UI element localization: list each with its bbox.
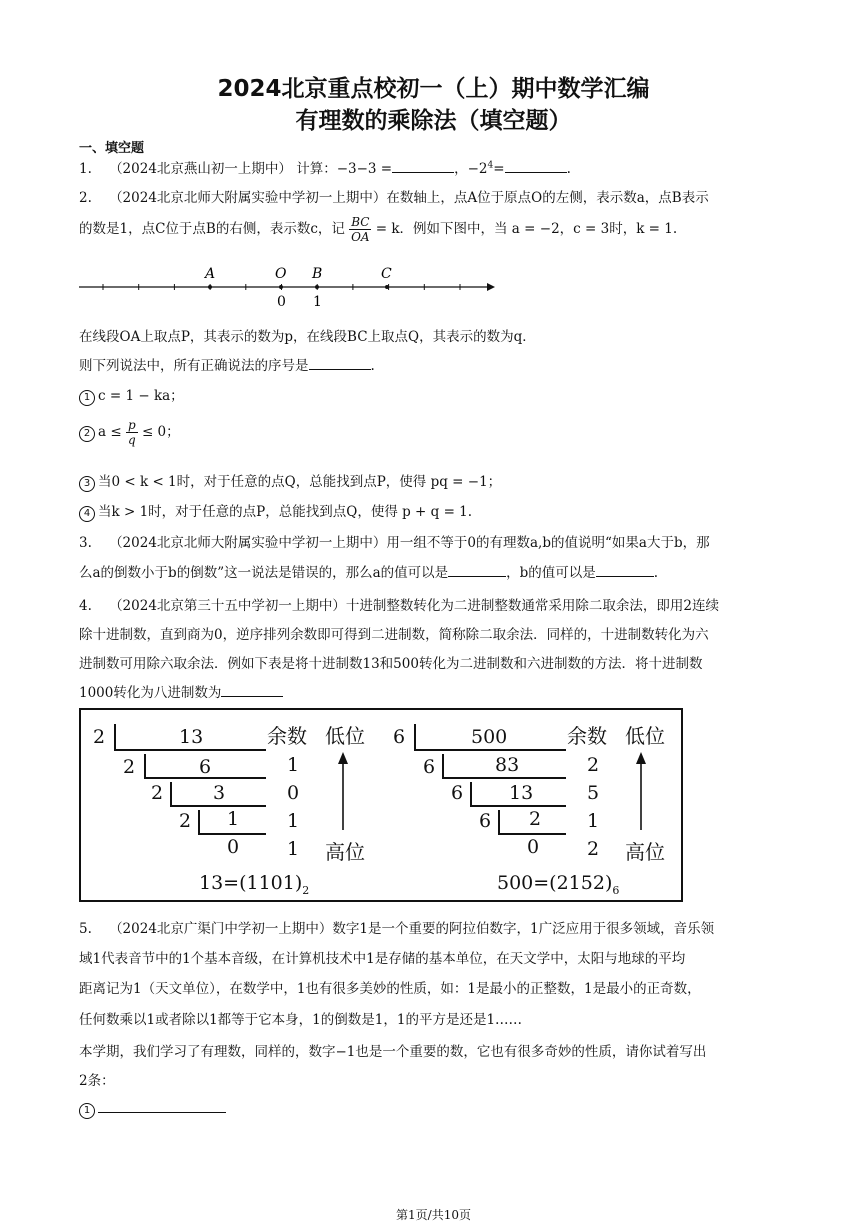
divisor: 6 (423, 756, 436, 778)
answer-marker: 1 (79, 1103, 95, 1119)
fraction-numerator: p (127, 418, 136, 432)
page-footer: 第1页/共10页 (396, 1208, 471, 1222)
low-order-header: 低位 (625, 724, 665, 748)
result-text: 500=(2152) (497, 872, 613, 894)
question-5-answer (79, 1100, 226, 1119)
option-marker: 3 (79, 476, 95, 492)
divisor: 2 (151, 782, 164, 804)
question-5-line3: 距离记为1（天文单位），在数学中，1也有很多美妙的性质，如：1是最小的正整数，1是最小的正奇数， (79, 981, 701, 997)
question-5-line5: 本学期，我们学习了有理数，同样的，数字−1也是一个重要的数，它也有很多奇妙的性质，请你试着写出 (79, 1044, 707, 1060)
remainder: 1 (587, 810, 600, 832)
question-4-line4 (79, 681, 283, 701)
answer-blank-a[interactable] (448, 564, 506, 577)
answer-blank[interactable] (309, 357, 371, 370)
question-number: 2. (79, 190, 92, 206)
quotient: 0 (227, 836, 240, 858)
answer-blank[interactable] (221, 684, 283, 697)
answer-blank[interactable] (392, 160, 454, 173)
quotient: 0 (527, 836, 540, 858)
remainder: 1 (287, 754, 300, 776)
option-text: ≤ 0； (141, 424, 180, 440)
option-2 (79, 418, 180, 447)
result-text: 13=(1101) (199, 872, 303, 894)
question-text: 则下列说法中，所有正确说法的序号是 (79, 358, 309, 374)
question-5-line1 (79, 917, 714, 937)
base-subscript: 6 (612, 883, 620, 897)
question-3-line2 (79, 561, 658, 581)
quotient: 6 (199, 756, 212, 778)
label-c: C (381, 266, 392, 282)
option-marker: 2 (79, 426, 95, 442)
axis-arrow (487, 283, 495, 291)
quotient: 2 (529, 808, 542, 830)
option-4 (79, 500, 472, 522)
fraction-numerator: BC (351, 215, 370, 229)
question-text: （2024北京北师大附属实验中学初一上期中）用一组不等于0的有理数a,b的值说明“如果a大于b，那 (109, 535, 710, 551)
option-3 (79, 470, 501, 492)
question-text: （2024北京第三十五中学初一上期中）十进制整数转化为二进制整数通常采用除二取余法，即用2连续 (109, 598, 720, 614)
quotient: 13 (179, 726, 204, 748)
section-heading: 一、填空题 (79, 141, 145, 156)
divisor: 2 (179, 810, 192, 832)
answer-blank[interactable] (98, 1100, 226, 1113)
question-5-line4: 任何数乘以1或者除以1都等于它本身，1的倒数是1，1的平方是还是1…… (79, 1012, 523, 1028)
quotient: 500 (471, 726, 508, 748)
question-2-line4 (79, 354, 375, 374)
exponent: 4 (487, 160, 494, 171)
question-4-line1 (79, 594, 719, 614)
option-1 (79, 384, 184, 406)
point-a-dot (208, 285, 212, 289)
question-text: ，b的值可以是 (506, 565, 596, 581)
question-number: 5. (79, 921, 92, 937)
conversion-result (497, 872, 619, 897)
division-table (79, 708, 683, 902)
question-text: （2024北京北师大附属实验中学初一上期中）在数轴上，点A位于原点O的左侧，表示数a，点B表示 (109, 190, 709, 206)
remainder: 2 (587, 838, 600, 860)
remainder: 1 (287, 810, 300, 832)
question-number: 3. (79, 535, 92, 551)
question-2-line2 (79, 215, 677, 244)
high-order-label: 高位 (625, 840, 665, 864)
fraction-p-q (126, 418, 138, 447)
question-text: 1000转化为八进制数为 (79, 685, 222, 701)
number-line (79, 262, 499, 310)
remainder-header: 余数 (267, 724, 307, 748)
quotient: 3 (213, 782, 226, 804)
divisor: 2 (123, 756, 136, 778)
divisor: 6 (451, 782, 464, 804)
page-title-line2: 有理数的乘除法（填空题） (295, 108, 572, 134)
question-source: （2024北京燕山初一上期中） (109, 161, 292, 177)
question-text: 计算：−3−3 = (296, 161, 393, 177)
fraction-bc-oa (349, 215, 371, 244)
label-a: A (205, 266, 216, 282)
tick-label-1: 1 (313, 294, 322, 310)
option-text: 当0 < k < 1时，对于任意的点Q，总能找到点P，使得 pq = −1； (98, 474, 502, 490)
remainder: 0 (287, 782, 300, 804)
question-5-line6: 2条： (79, 1073, 115, 1089)
fraction-denominator: q (127, 433, 136, 447)
remainder: 5 (587, 782, 600, 804)
label-o: O (275, 266, 287, 282)
remainder: 2 (587, 754, 600, 776)
question-1 (79, 157, 571, 177)
question-2-line3: 在线段OA上取点P，其表示的数为p，在线段BC上取点Q，其表示的数为q． (79, 329, 536, 345)
low-order-header: 低位 (325, 724, 365, 748)
high-order-label: 高位 (325, 840, 365, 864)
remainder-header: 余数 (567, 724, 607, 748)
tick-label-0: 0 (277, 294, 286, 310)
base-subscript: 2 (302, 883, 310, 897)
page-title-line1: 2024北京重点校初一（上）期中数学汇编 (217, 76, 650, 102)
option-text: a ≤ (98, 424, 122, 440)
option-marker: 1 (79, 390, 95, 406)
answer-blank[interactable] (505, 160, 567, 173)
remainder: 1 (287, 838, 300, 860)
label-b: B (312, 266, 323, 282)
punctuation: . (566, 161, 571, 177)
divisor: 2 (93, 726, 106, 748)
answer-blank-b[interactable] (596, 564, 654, 577)
question-text: = k．例如下图中，当 a = −2，c = 3时，k = 1. (375, 221, 678, 237)
question-3-line1 (79, 531, 710, 551)
question-5-line2: 域1代表音节中的1个基本音级，在计算机技术中1是存储的基本单位，在天文学中，太阳与地球的平均 (79, 951, 686, 967)
option-marker: 4 (79, 506, 95, 522)
point-b-dot (315, 285, 319, 289)
question-text: 么a的倒数小于b的倒数”这一说法是错误的，那么a的值可以是 (79, 565, 449, 581)
option-text: 当k > 1时，对于任意的点P，总能找到点Q，使得 p + q = 1. (98, 504, 473, 520)
option-text: c = 1 − ka； (98, 388, 184, 404)
point-c-dot (385, 285, 389, 289)
question-2-line1 (79, 186, 709, 206)
quotient: 13 (509, 782, 534, 804)
question-4-line2: 除十进制数，直到商为0，逆序排列余数即可得到二进制数，简称除二取余法．同样的，十进制数转化为六 (79, 627, 709, 643)
punctuation: . (653, 565, 659, 581)
quotient: 1 (227, 808, 240, 830)
point-o-dot (279, 285, 283, 289)
question-text: = (493, 161, 505, 177)
question-text: ，−2 (454, 161, 488, 177)
divisor: 6 (393, 726, 406, 748)
punctuation: . (370, 358, 375, 374)
question-number: 1. (79, 161, 92, 177)
fraction-denominator: OA (351, 230, 370, 244)
question-4-line3: 进制数可用除六取余法．例如下表是将十进制数13和500转化为二进制数和六进制数的方法．将十进制数 (79, 656, 703, 672)
question-text: （2024北京广渠门中学初一上期中）数字1是一个重要的阿拉伯数字，1广泛应用于很多领域，音乐领 (109, 921, 715, 937)
divisor: 6 (479, 810, 492, 832)
quotient: 83 (495, 754, 520, 776)
question-number: 4. (79, 598, 92, 614)
conversion-result (199, 872, 309, 897)
question-text: 的数是1，点C位于点B的右侧，表示数c，记 (79, 221, 345, 237)
